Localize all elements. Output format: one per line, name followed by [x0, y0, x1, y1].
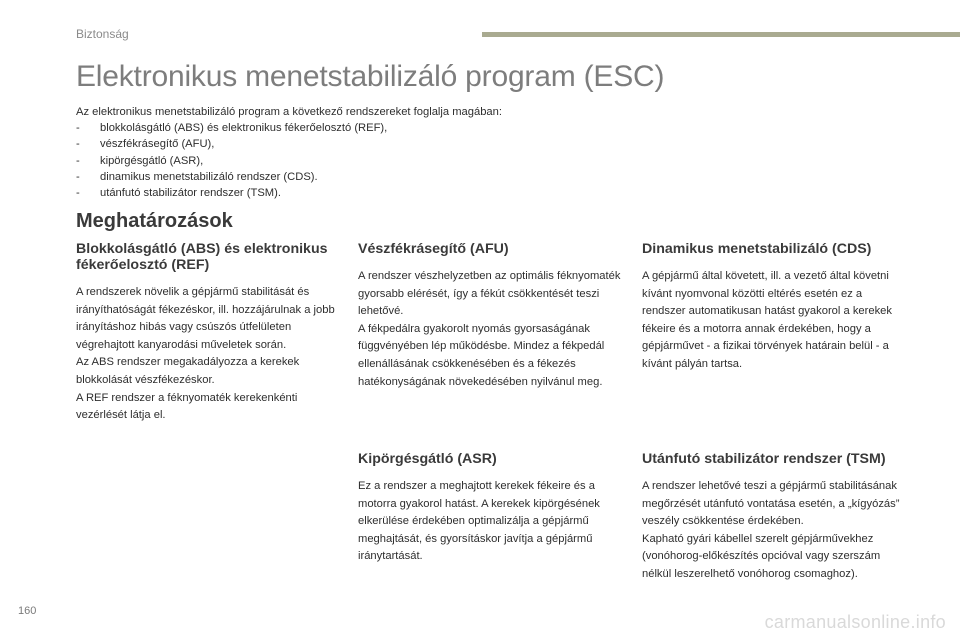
section-asr-body: Ez a rendszer a meghajtott kerekek fékeire és a motorra gyakorol hatást. A kerekek kipörgésének elkerülése érdekében optimalizálja a gépjármű meghajtását, és gyorsításkor javítja a gépjármű iránytartását. — [358, 480, 600, 563]
intro-text: Az elektronikus menetstabilizáló program a következő rendszereket foglalja magában: — [76, 106, 502, 118]
section-cds — [642, 241, 906, 374]
section-label: Biztonság — [76, 27, 129, 41]
section-abs-title: Blokkolásgátló (ABS) és elektronikus fékerőelosztó (REF) — [76, 241, 328, 273]
intro-list — [76, 120, 636, 201]
page-number: 160 — [18, 605, 37, 617]
section-afu-body: A rendszer vészhelyzetben az optimális féknyomaték gyorsabb elérését, így a fékút csökkentését teszi lehetővé. A fékpedálra gyakorolt nyomás gyorsaságának függvényében lép működésbe. Mindez a fékpedál ellenállásának csökkenésében és a fékezés hatékonyságának növekedésében nyilvánul meg. — [358, 270, 621, 388]
intro-list-item: - kipörgésgátló (ASR), — [76, 153, 636, 169]
section-asr — [358, 451, 626, 566]
section-afu-title: Vészfékrásegítő (AFU) — [358, 241, 509, 257]
section-tsm-title: Utánfutó stabilizátor rendszer (TSM) — [642, 451, 886, 467]
section-tsm — [642, 451, 906, 584]
section-afu — [358, 241, 626, 391]
watermark: carmanualsonline.info — [764, 612, 946, 632]
intro — [76, 104, 636, 201]
section-tsm-body: A rendszer lehetővé teszi a gépjármű stabilitásának megőrzését utánfutó vontatása esetén, a „kígyózás” veszély csökkentése érdekében. Kapható gyári kábellel szerelt gépjárművekhez (vonóhorog-előkészítés opcióval vagy szerszám nélkül leszerelhető vonóhorog csomaghoz). — [642, 480, 900, 580]
page-title: Elektronikus menetstabilizáló program (ESC) — [76, 60, 665, 93]
section-abs-body: A rendszerek növelik a gépjármű stabilitását és irányíthatóságát fékezéskor, ill. hozzájárulnak a jobb irányításhoz hibás vagy csúszós útfelületen végrehajtott kanyarodási műveletek során. Az ABS rendszer megakadályozza a kerekek blokkolását vészfékezéskor. A REF rendszer a féknyomaték kerekenkénti vezérlését látja el. — [76, 286, 335, 422]
intro-list-item: - blokkolásgátló (ABS) és elektronikus fékerőelosztó (REF), — [76, 120, 636, 136]
definitions-heading: Meghatározások — [76, 210, 233, 232]
section-abs — [76, 241, 342, 425]
section-asr-title: Kipörgésgátló (ASR) — [358, 451, 497, 467]
intro-list-item: - utánfutó stabilizátor rendszer (TSM). — [76, 185, 636, 201]
intro-list-item: - vészfékrásegítő (AFU), — [76, 136, 636, 152]
section-cds-body: A gépjármű által követett, ill. a vezető által követni kívánt nyomvonal közötti eltérés esetén ez a rendszer automatikusan hatást gyakorol a kerekek fékeire és a motorra annak érdekében, hogy a gépjárművet - a fizikai törvények határain belül - a kívánt pályán tartsa. — [642, 270, 892, 370]
section-cds-title: Dinamikus menetstabilizáló (CDS) — [642, 241, 872, 257]
intro-list-item: - dinamikus menetstabilizáló rendszer (CDS). — [76, 169, 636, 185]
header-rule — [482, 32, 960, 37]
